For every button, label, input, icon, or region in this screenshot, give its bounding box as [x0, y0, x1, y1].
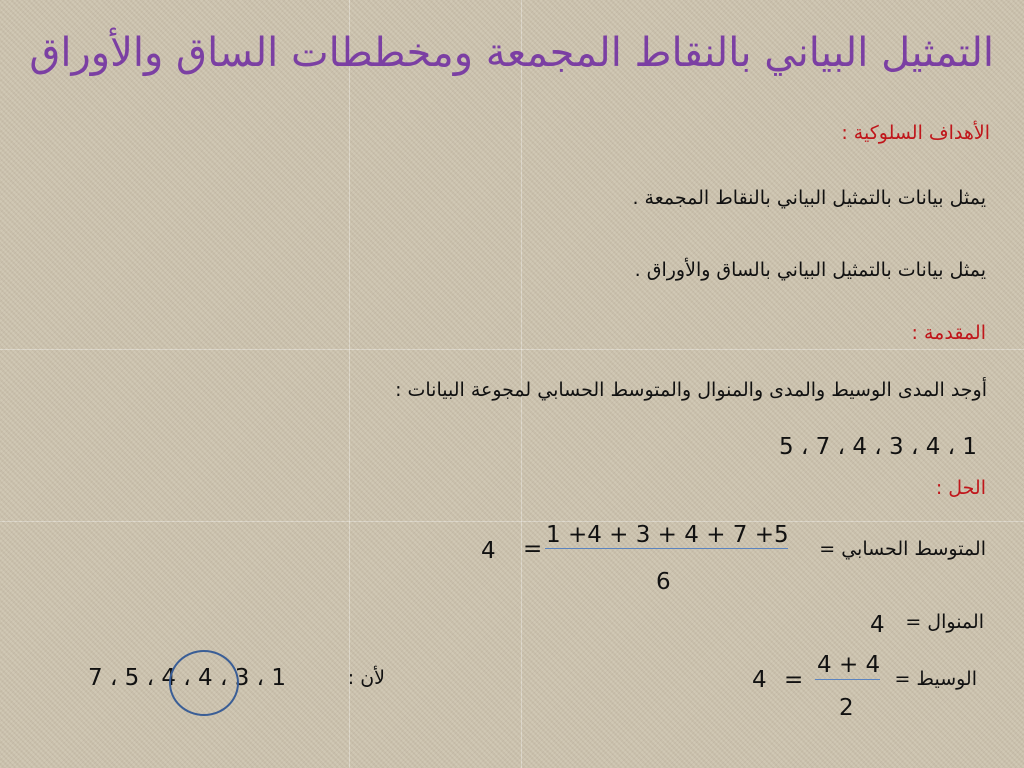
page-title: التمثيل البياني بالنقاط المجمعة ومخططات الساق والأوراق	[29, 30, 994, 76]
median-label: الوسيط =	[894, 668, 977, 690]
sorted-values: 7 ، 5 ، 4 ، 4 ، 3 ، 1	[88, 665, 287, 691]
solution-heading: الحل :	[935, 477, 986, 499]
mean-result: 4	[481, 538, 496, 564]
median-equals: =	[784, 667, 804, 693]
mean-numerator: 1 +4 + 3 + 4 + 7 +5	[546, 522, 789, 548]
objectives-heading: الأهداف السلوكية :	[841, 122, 990, 144]
mean-fraction-line	[545, 548, 788, 549]
data-values: 5 ، 7 ، 4 ، 3 ، 4 ، 1	[779, 434, 978, 460]
objective-item: يمثل بيانات بالتمثيل البياني بالساق والأوراق .	[634, 259, 986, 281]
mean-label: المتوسط الحسابي =	[819, 538, 986, 560]
mean-denominator: 6	[656, 569, 671, 595]
objective-item: يمثل بيانات بالتمثيل البياني بالنقاط المجمعة .	[632, 187, 986, 209]
median-highlight-circle	[169, 650, 239, 716]
mode-label: المنوال =	[905, 611, 984, 633]
median-numerator: 4 + 4	[817, 652, 881, 678]
mode-result: 4	[870, 612, 885, 638]
median-denominator: 2	[839, 695, 854, 721]
mean-equals: =	[523, 536, 543, 562]
intro-question: أوجد المدى الوسيط والمدى والمنوال والمتوسط الحسابي لمجوعة البيانات :	[395, 379, 987, 401]
median-result: 4	[752, 667, 767, 693]
median-fraction-line	[815, 679, 880, 680]
intro-heading: المقدمة :	[911, 322, 986, 344]
because-label: لأن :	[347, 667, 385, 689]
